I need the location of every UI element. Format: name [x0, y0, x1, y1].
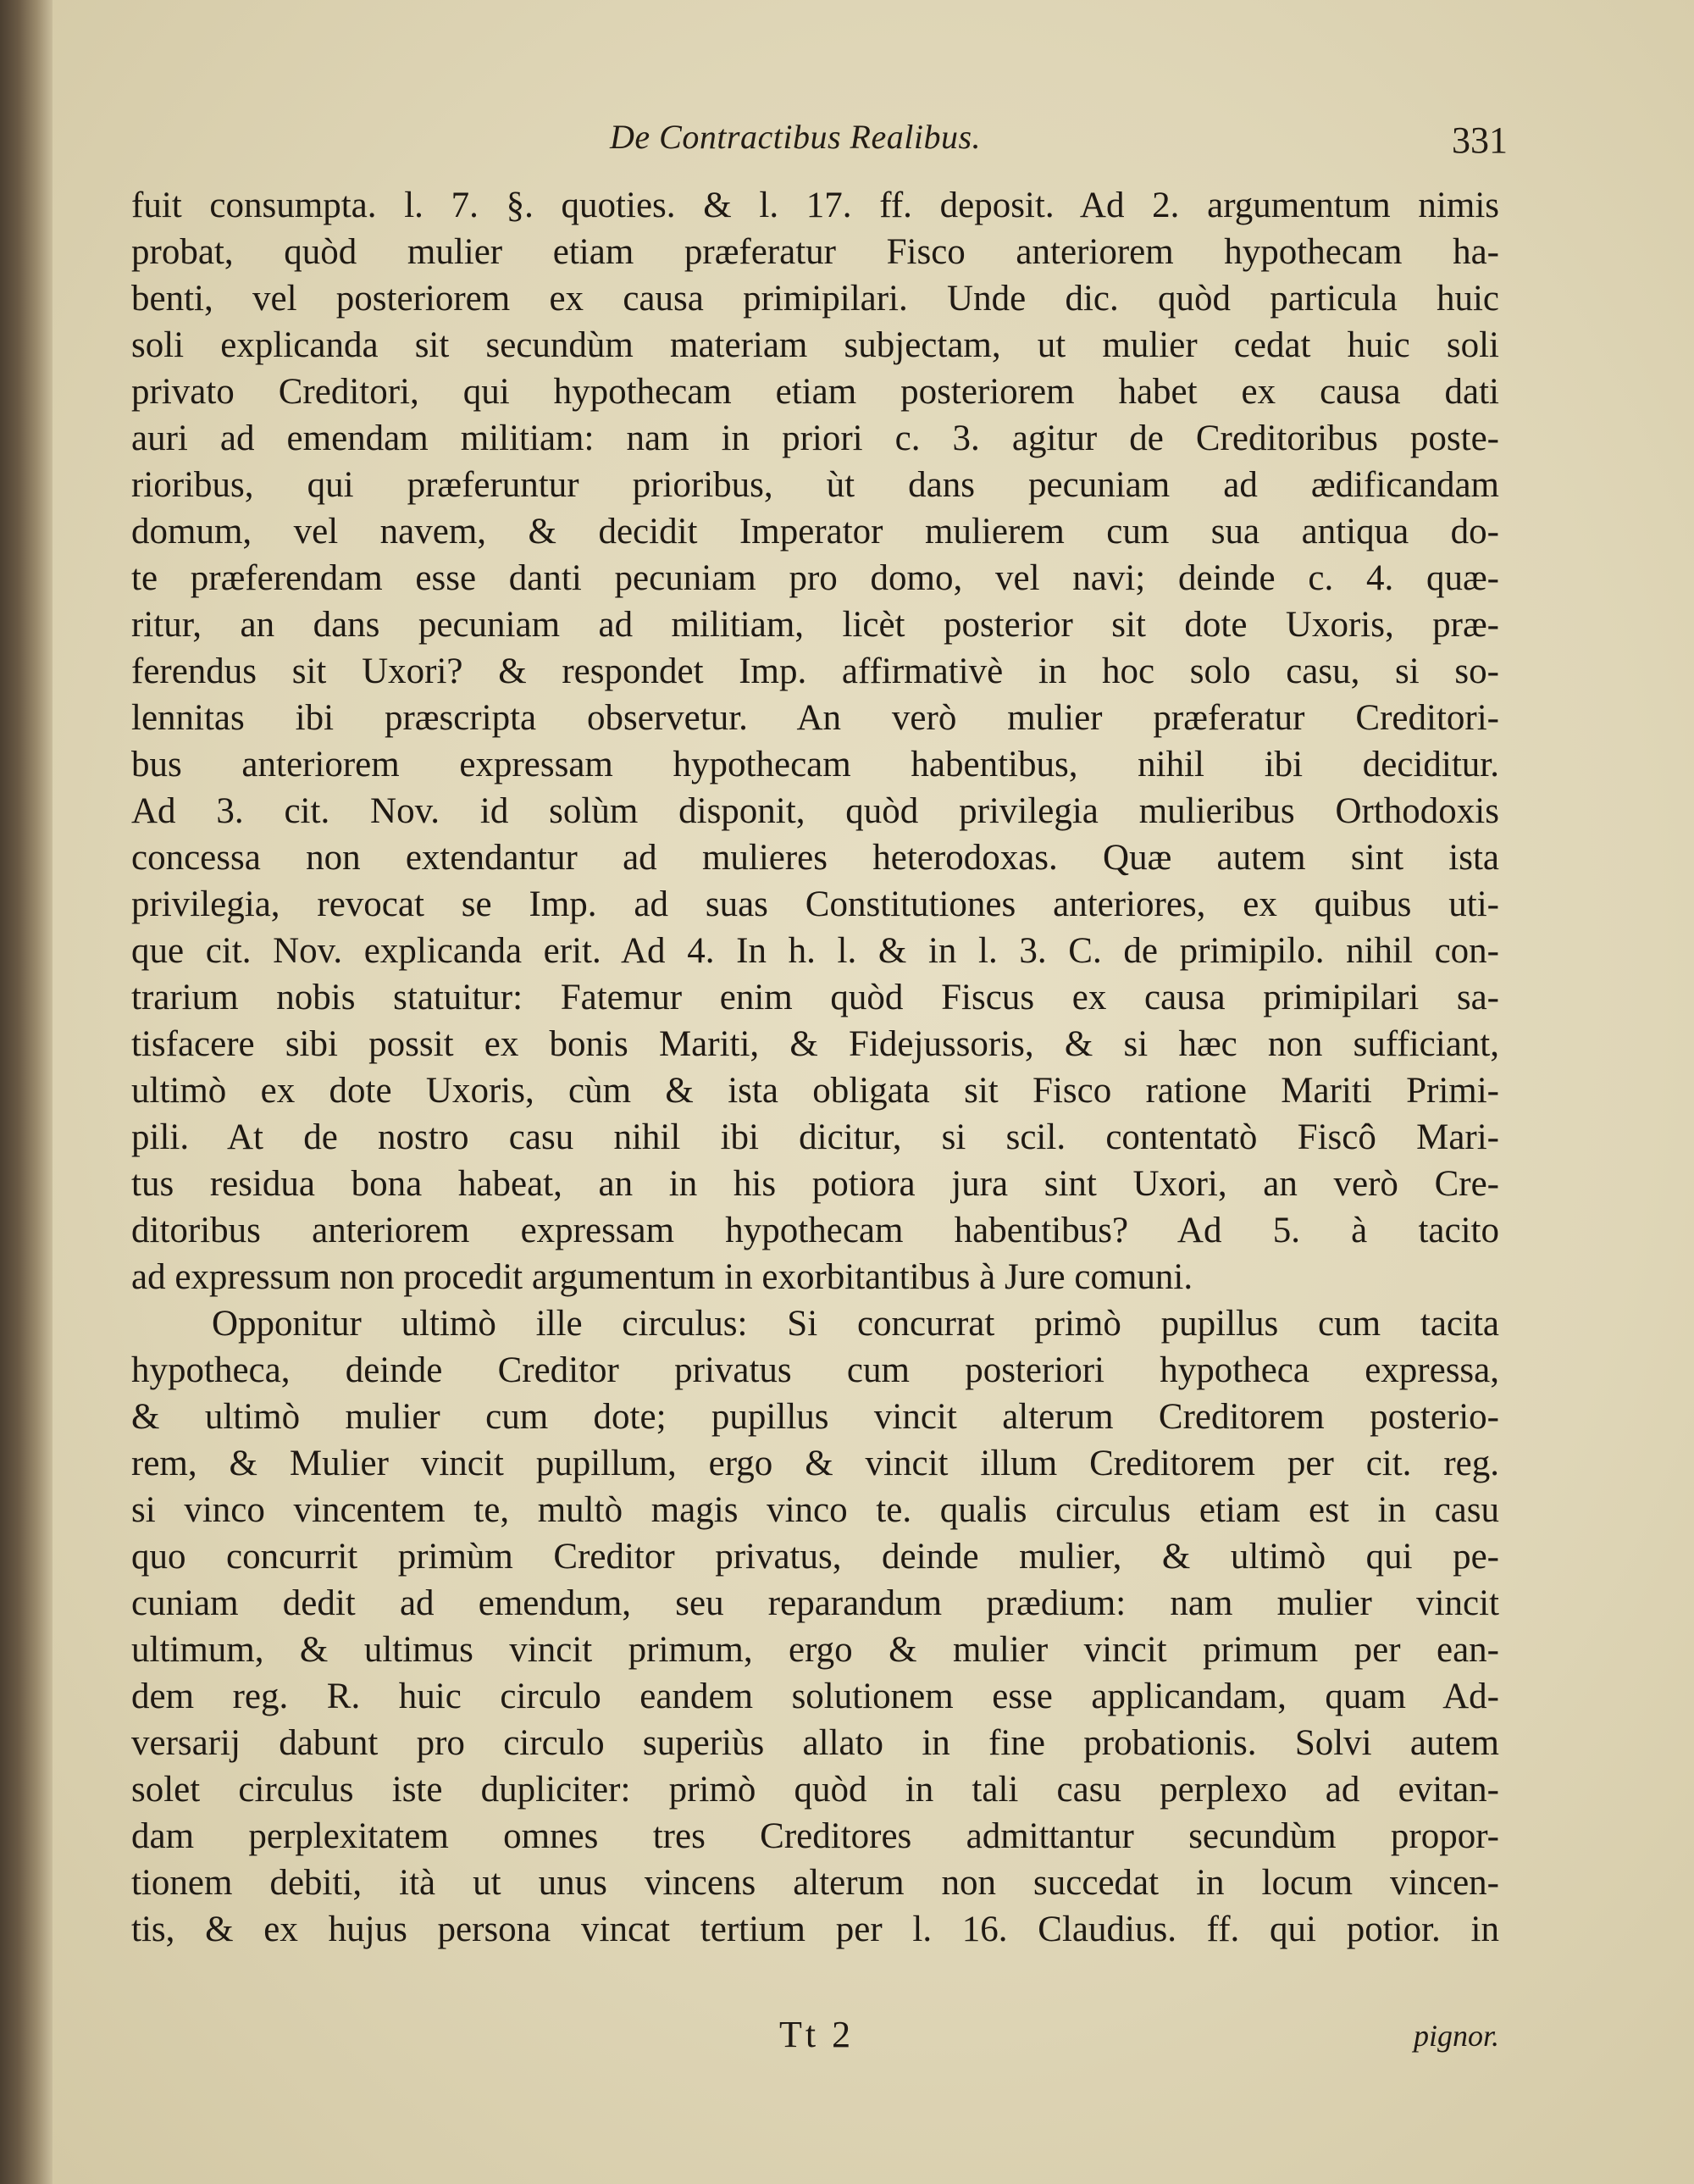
text-line: & ultimò mulier cum dote; pupillus vincit alterum Creditorem posterio-	[131, 1397, 1499, 1437]
page-footer	[131, 2013, 1499, 2064]
text-line: lennitas ibi præscripta observetur. An verò mulier præferatur Creditori-	[131, 698, 1499, 738]
text-line: que cit. Nov. explicanda erit. Ad 4. In h. l. & in l. 3. C. de primipilo. nihil con-	[131, 931, 1499, 971]
binding-edge	[0, 0, 53, 2184]
body-text	[131, 182, 1499, 1953]
text-line: ad expressum non procedit argumentum in exorbitantibus à Jure comuni.	[131, 1257, 1193, 1297]
text-line: si vinco vincentem te, multò magis vinco te. qualis circulus etiam est in casu	[131, 1490, 1499, 1530]
signature-mark: Tt 2	[779, 2014, 855, 2055]
text-line: dem reg. R. huic circulo eandem solutionem esse applicandam, quam Ad-	[131, 1677, 1499, 1716]
text-line: tisfacere sibi possit ex bonis Mariti, & Fidejussoris, & si hæc non sufficiant,	[131, 1024, 1499, 1064]
text-line: ritur, an dans pecuniam ad militiam, licèt posterior sit dote Uxoris, præ-	[131, 605, 1499, 645]
text-line: ultimum, & ultimus vincit primum, ergo & mulier vincit primum per ean-	[131, 1630, 1499, 1670]
catchword: pignor.	[1413, 2019, 1499, 2053]
running-title: De Contractibus Realibus.	[610, 118, 982, 156]
text-line: rem, & Mulier vincit pupillum, ergo & vincit illum Creditorem per cit. reg.	[131, 1444, 1499, 1483]
text-line: hypotheca, deinde Creditor privatus cum posteriori hypotheca expressa,	[131, 1350, 1499, 1390]
text-line: ultimò ex dote Uxoris, cùm & ista obligata sit Fisco ratione Mariti Primi-	[131, 1071, 1499, 1111]
text-line: auri ad emendam militiam: nam in priori c. 3. agitur de Creditoribus poste-	[131, 419, 1499, 458]
text-line: fuit consumpta. l. 7. §. quoties. & l. 17. ff. deposit. Ad 2. argumentum nimis	[131, 186, 1499, 225]
text-line: Ad 3. cit. Nov. id solùm disponit, quòd privilegia mulieribus Orthodoxis	[131, 791, 1499, 831]
text-line: tus residua bona habeat, an in his potiora jura sint Uxori, an verò Cre-	[131, 1164, 1499, 1204]
text-line: ferendus sit Uxori? & respondet Imp. affirmativè in hoc solo casu, si so-	[131, 651, 1499, 691]
text-line: privilegia, revocat se Imp. ad suas Constitutiones anteriores, ex quibus uti-	[131, 884, 1499, 924]
text-line: benti, vel posteriorem ex causa primipilari. Unde dic. quòd particula huic	[131, 279, 1499, 319]
text-line: pili. At de nostro casu nihil ibi dicitur, si scil. contentatò Fiscô Mari-	[131, 1117, 1499, 1157]
text-line: concessa non extendantur ad mulieres heterodoxas. Quæ autem sint ista	[131, 838, 1499, 878]
text-line: Opponitur ultimò ille circulus: Si concurrat primò pupillus cum tacita	[212, 1304, 1499, 1344]
text-line: rioribus, qui præferuntur prioribus, ùt dans pecuniam ad ædificandam	[131, 465, 1499, 505]
text-line: domum, vel navem, & decidit Imperator mulierem cum sua antiqua do-	[131, 512, 1499, 552]
text-line: trarium nobis statuitur: Fatemur enim quòd Fiscus ex causa primipilari sa-	[131, 978, 1499, 1017]
text-line: versarij dabunt pro circulo superiùs allato in fine probationis. Solvi autem	[131, 1723, 1499, 1763]
text-line: tis, & ex hujus persona vincat tertium per l. 16. Claudius. ff. qui potior. in	[131, 1910, 1499, 1949]
page-header	[127, 117, 1508, 168]
text-line: quo concurrit primùm Creditor privatus, deinde mulier, & ultimò qui pe-	[131, 1537, 1499, 1577]
page-number: 331	[1452, 119, 1508, 161]
text-line: privato Creditori, qui hypothecam etiam posteriorem habet ex causa dati	[131, 372, 1499, 412]
text-line: cuniam dedit ad emendum, seu reparandum prædium: nam mulier vincit	[131, 1583, 1499, 1623]
text-line: bus anteriorem expressam hypothecam habentibus, nihil ibi deciditur.	[131, 745, 1499, 784]
text-line: probat, quòd mulier etiam præferatur Fisco anteriorem hypothecam ha-	[131, 232, 1499, 272]
text-line: tionem debiti, ità ut unus vincens alterum non succedat in locum vincen-	[131, 1863, 1499, 1903]
text-line: ditoribus anteriorem expressam hypothecam habentibus? Ad 5. à tacito	[131, 1211, 1499, 1250]
text-line: soli explicanda sit secundùm materiam subjectam, ut mulier cedat huic soli	[131, 325, 1499, 365]
text-line: te præferendam esse danti pecuniam pro domo, vel navi; deinde c. 4. quæ-	[131, 558, 1499, 598]
text-line: solet circulus iste dupliciter: primò quòd in tali casu perplexo ad evitan-	[131, 1770, 1499, 1810]
text-line: dam perplexitatem omnes tres Creditores admittantur secundùm propor-	[131, 1816, 1499, 1856]
